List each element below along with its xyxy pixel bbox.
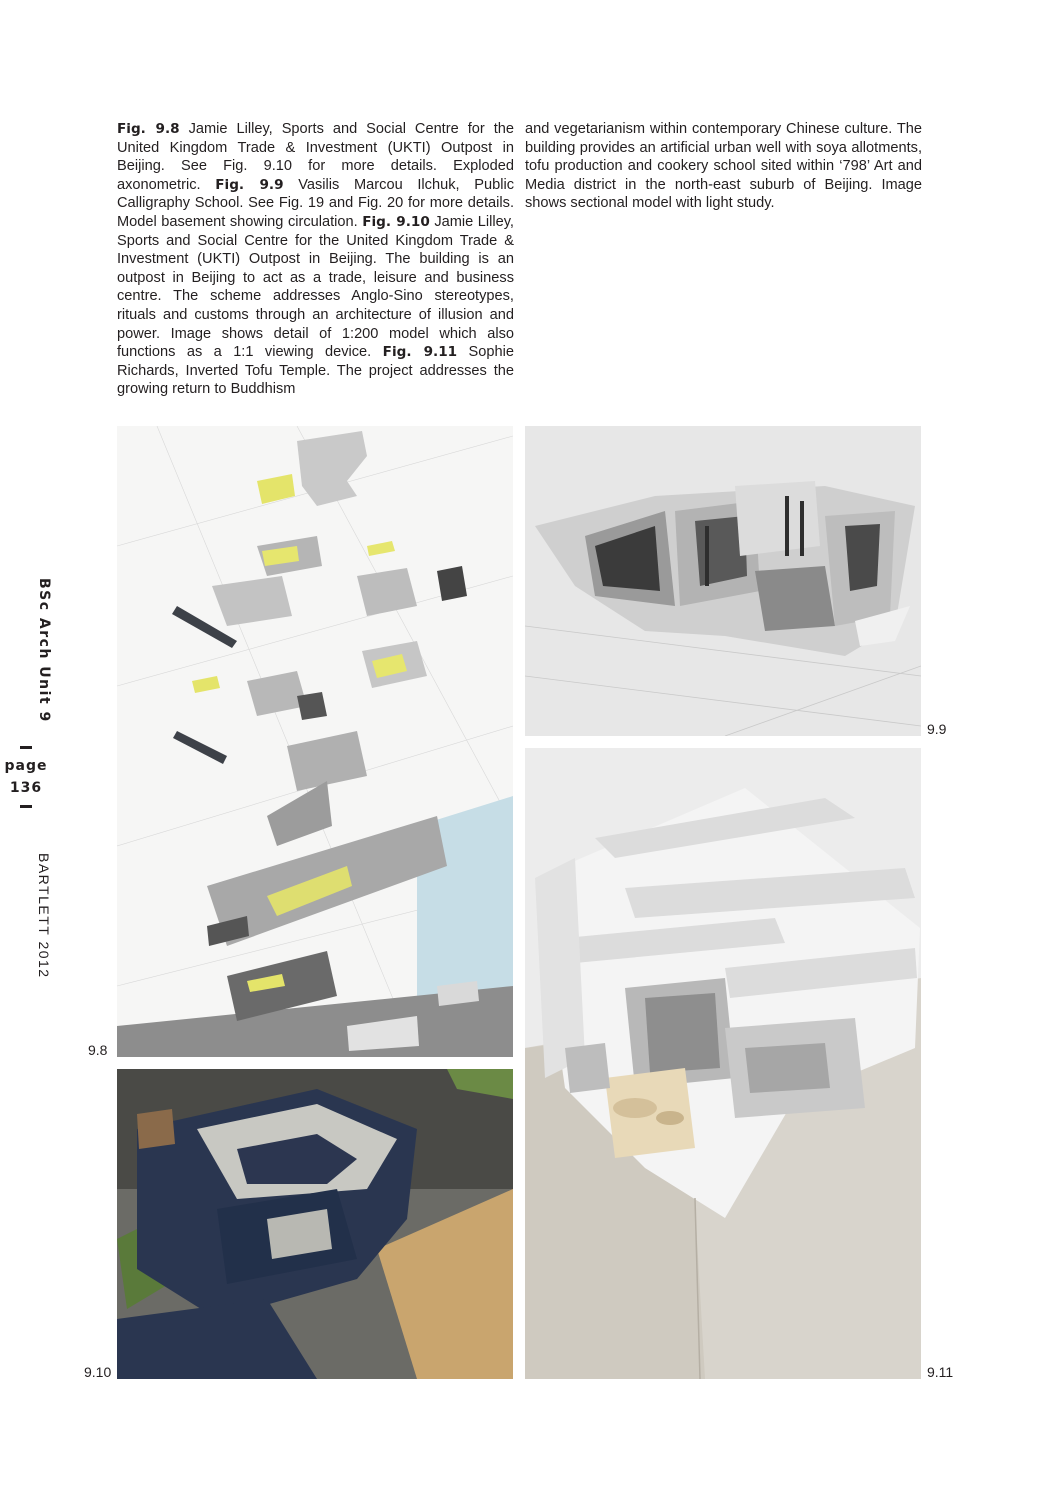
- separator-rule: [20, 805, 32, 808]
- unit-title: BSc Arch Unit 9: [36, 578, 52, 723]
- fig-ref: Fig. 9.10: [362, 213, 430, 230]
- figure-label: 9.9: [927, 721, 947, 737]
- figure-9-8-axonometric: [117, 426, 513, 1057]
- figure-label: 9.10: [84, 1364, 112, 1380]
- page-number-block: [0, 740, 64, 814]
- fig-ref: Fig. 9.8: [117, 121, 180, 137]
- page-number: 136: [9, 780, 43, 796]
- separator-rule: [20, 746, 32, 749]
- caption-text: Jamie Lilley, Sports and Social Centre for the United Kingdom Trade & Investment (UKTI) Outpost in Beijing. See Fig. 9.10 for more details. Exploded axonometric.: [117, 121, 514, 193]
- figure-9-11-model: [525, 748, 921, 1379]
- publication-title: BARTLETT 2012: [36, 853, 52, 979]
- caption-text: Vasilis Marcou Ilchuk, Public Calligraphy School. See Fig. 19 and Fig. 20 for more details. Model basement showing circulation.: [117, 176, 514, 230]
- figure-label: 9.8: [88, 1042, 108, 1058]
- fig-ref: Fig. 9.9: [215, 176, 284, 193]
- figure-9-10-model: [117, 1069, 513, 1379]
- caption-left: [117, 120, 514, 399]
- caption-right: and vegetarianism within contemporary Chinese culture. The building provides an artificial urban well with soya allotments, tofu production and cookery school sited within ‘798’ Art and Media district in the north-east suburb of Beijing. Image shows sectional model with light study.: [525, 121, 922, 212]
- figure-9-9-model: [525, 426, 921, 736]
- caption-text: Jamie Lilley, Sports and Social Centre for the United Kingdom Trade & Investment (UKTI) Outpost in Beijing. The building is an outpost in Beijing to act as a trade, leisure and business centre. The scheme addresses Anglo-Sino stereotypes, rituals and customs through an architecture of illusion and power. Image shows detail of 1:200 model which also functions as a 1:1 viewing device.: [117, 213, 514, 361]
- fig-ref: Fig. 9.11: [382, 344, 458, 361]
- caption-text: Sophie Richards, Inverted Tofu Temple. The project addresses the growing return to Buddhism: [117, 344, 515, 398]
- page-word: page: [4, 758, 48, 774]
- figure-label: 9.11: [927, 1364, 954, 1380]
